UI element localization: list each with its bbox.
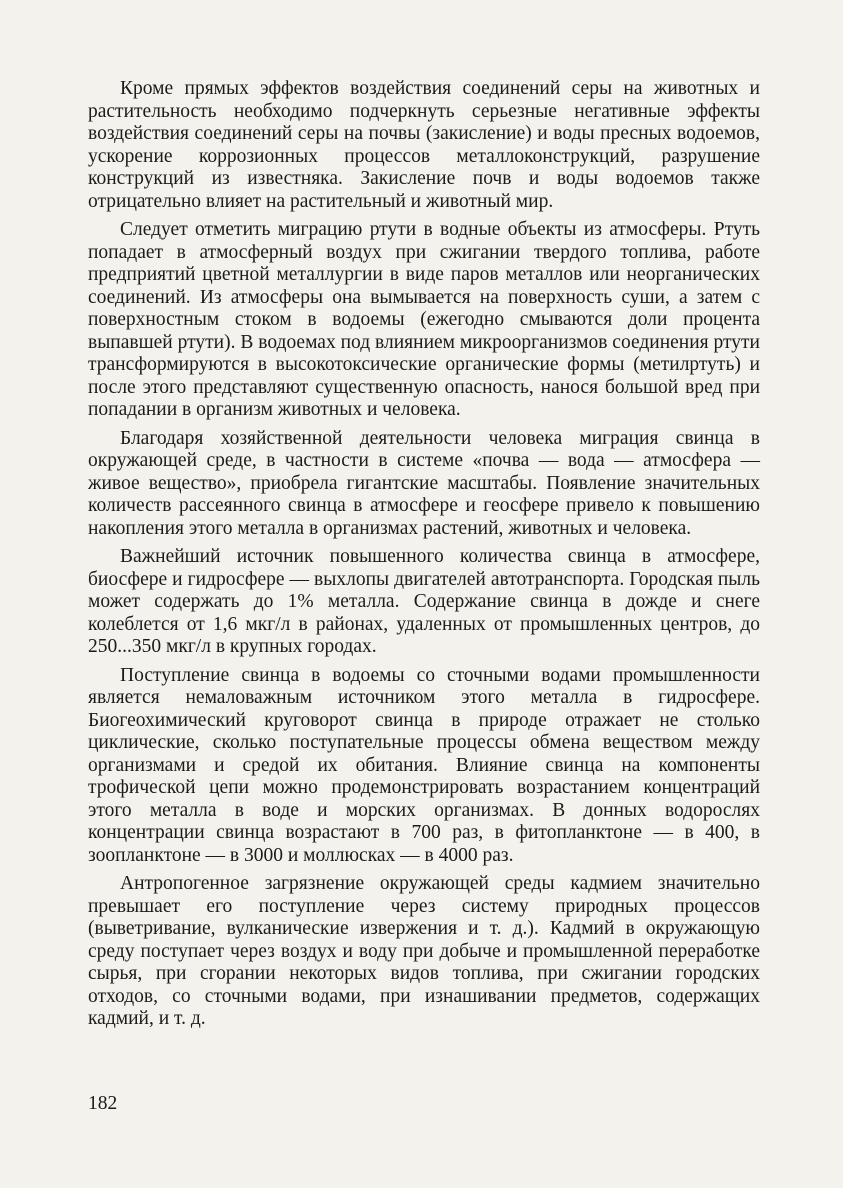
page-number: 182 [88,1093,118,1114]
paragraph-lead-hydrosphere: Поступление свинца в водоемы со сточными водами промышленности является немаловажным источником этого металла в гидросфере. Биогеохимический круговорот свинца в природе отражает не столько циклические, сколько поступательные процессы обмена веществом между организмами и средой их обитания. Влияние свинца на компоненты трофической цепи можно продемонстрировать возрастанием концентраций этого металла в воде и морских организмах. В донных водорослях концентрации свинца возрастают в 700 раз, в фитопланктоне — в 400, в зоопланктоне — в 3000 и моллюсках — в 4000 раз. [88,664,760,866]
paragraph-sulfur-effects: Кроме прямых эффектов воздействия соединений серы на животных и растительность необходимо подчеркнуть серьезные негативные эффекты воздействия соединений серы на почвы (закисление) и воды пресных водоемов, ускорение коррозионных процессов металлоконструкций, разрушение конструкций из известняка. Закисление почв и воды водоемов также отрицательно влияет на растительный и животный мир. [88,78,760,212]
body-text [88,78,760,1031]
paragraph-lead-sources: Важнейший источник повышенного количества свинца в атмосфере, биосфере и гидросфере — выхлопы двигателей автотранспорта. Городская пыль может содержать до 1% металла. Содержание свинца в дожде и снеге колеблется от 1,6 мкг/л в районах, удаленных от промышленных центров, до 250...350 мкг/л в крупных городах. [88,546,760,657]
paragraph-lead-migration: Благодаря хозяйственной деятельности человека миграция свинца в окружающей среде, в частности в системе «почва — вода — атмосфера — живое вещество», приобрела гигантские масштабы. Появление значительных количеств рассеянного свинца в атмосфере и геосфере привело к повышению накопления этого металла в организмах растений, животных и человека. [88,427,760,539]
paragraph-mercury-migration: Следует отметить миграцию ртути в водные объекты из атмосферы. Ртуть попадает в атмосферный воздух при сжигании твердого топлива, работе предприятий цветной металлургии в виде паров металлов или неорганических соединений. Из атмосферы она вымывается на поверхность суши, а затем с поверхностным стоком в водоемы (ежегодно смываются доли процента выпавшей ртути). В водоемах под влиянием микроорганизмов соединения ртути трансформируются в высокотоксические органические формы (метилртуть) и после этого представляют существенную опасность, нанося большой вред при попадании в организм животных и человека. [88,219,760,420]
paragraph-cadmium-pollution: Антропогенное загрязнение окружающей среды кадмием значительно превышает его поступление через систему природных процессов (выветривание, вулканические извержения и т. д.). Кадмий в окружающую среду поступает через воздух и воду при добыче и промышленной переработке сырья, при сгорании некоторых видов топлива, при сжигании городских отходов, со сточными водами, при изнашивании предметов, содержащих кадмий, и т. д. [88,873,760,1029]
